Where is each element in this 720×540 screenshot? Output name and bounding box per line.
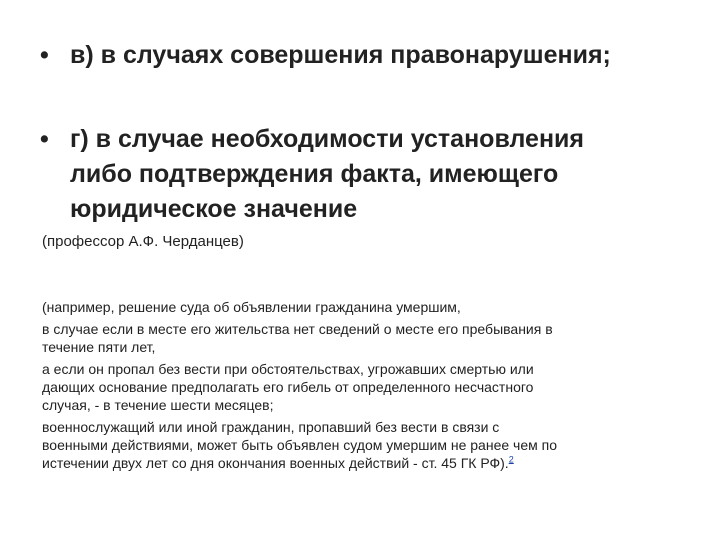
footnote-link[interactable]: 2 — [508, 454, 514, 465]
example-last-line — [42, 454, 702, 472]
example-line: а если он пропал без вести при обстоятельствах, угрожавших смертью или — [42, 361, 534, 377]
bullet-dot-icon: • — [40, 41, 49, 69]
example-line: течение пяти лет, — [42, 339, 156, 355]
bullet-text-g — [70, 122, 584, 227]
example-line: в случае если в месте его жительства нет сведений о месте его пребывания в — [42, 321, 553, 337]
bullet-text-g-line-2: либо подтверждения факта, имеющего — [70, 160, 559, 188]
example-line: (например, решение суда об объявлении гражданина умершим, — [42, 299, 461, 315]
example-line-text: истечении двух лет со дня окончания военных действий - ст. 45 ГК РФ). — [42, 455, 509, 471]
example-line: дающих основание предполагать его гибель от определенного несчастного — [42, 379, 534, 395]
example-line: случая, - в течение шести месяцев; — [42, 397, 274, 413]
example-line: военными действиями, может быть объявлен судом умершим не ранее чем по — [42, 437, 557, 453]
example-paragraph — [42, 298, 702, 472]
example-line: военнослужащий или иной гражданин, пропавший без вести в связи с — [42, 419, 500, 435]
bullet-text-v: в) в случаях совершения правонарушения; — [70, 41, 611, 69]
bullet-text-g-line-3: юридическое значение — [70, 195, 358, 223]
bullet-dot-icon: • — [40, 125, 49, 153]
author-attribution: (профессор А.Ф. Черданцев) — [42, 233, 244, 250]
bullet-text-g-line-1: г) в случае необходимости установления — [70, 125, 585, 153]
